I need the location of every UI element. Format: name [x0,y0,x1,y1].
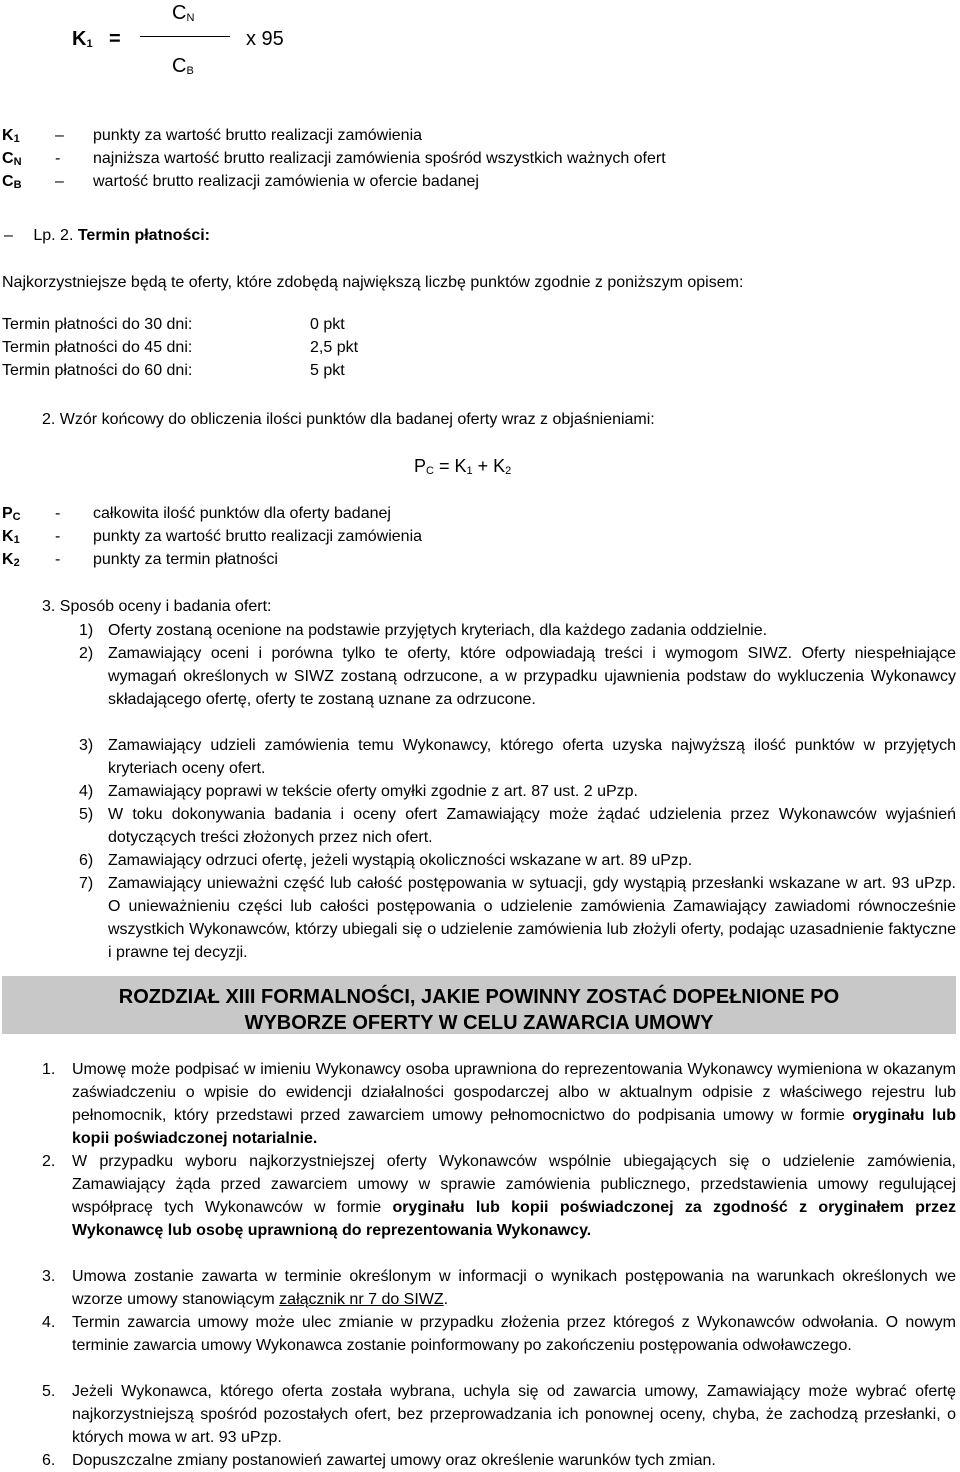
chapter-item [42,1449,956,1472]
item-number: 7) [79,875,94,892]
chapter-item [42,1380,956,1449]
item-number: 3. [42,1268,56,1285]
attachment-reference: załącznik nr 7 do SIWZ [279,1291,444,1308]
formula-lhs: $K_1$ [72,28,93,50]
definition-dash: - [55,551,61,568]
definition-text: wartość brutto realizacji zamówienia w ofercie badanej [93,173,479,190]
item-number: 2) [79,645,94,662]
chapter-item [42,1311,956,1357]
definition-row [0,125,960,147]
criterion-number: Lp. 2. [33,227,78,244]
payment-term-label: Termin płatności do 30 dni: [2,316,193,333]
item-text: W przypadku wyboru najkorzystniejszej oferty Wykonawców wspólnie ubiegających się o udzielenie zamówienia, Zamawiający żąda przed zawarciem umowy w sprawie zamówienia publicznego, przedstawienia umowy regulującej współpracę tych Wykonawców w formie [72,1153,956,1216]
definition-dash: - [55,505,61,522]
item-text: Dopuszczalne zmiany postanowień zawartej umowy oraz określenie warunków tych zmian. [72,1452,716,1469]
payment-term-points: 5 pkt [310,362,345,379]
item-number: 5) [79,806,94,823]
definition-dash: – [55,127,64,144]
definition-dash: - [55,528,61,545]
item-text: Zamawiający oceni i porówna tylko te oferty, które odpowiadają treści i wymogom SIWZ. Oferty niespełniające wymagań określonych w SIWZ zostaną odrzucone, a w przypadku ujawnienia podstaw do wykluczenia Wykonawcy składającego ofertę, oferty te zostaną uznane za odrzucone. [108,645,956,708]
formula-numerator: $C_N$ [172,2,195,24]
payment-term-label: Termin płatności do 45 dni: [2,339,193,356]
chapter-title-line2: WYBORZE OFERTY W CELU ZAWARCIA UMOWY [244,1012,714,1034]
final-formula-heading: 2. Wzór końcowy do obliczenia ilości punktów dla badanej oferty wraz z objaśnieniami: [42,411,655,428]
payment-term-points: 2,5 pkt [310,339,359,356]
item-number: 6. [42,1452,56,1469]
bullet-dash: – [4,227,13,244]
definition-symbol: $C_B$ [2,173,22,191]
definition-symbol: $K_1$ [2,528,20,546]
item-number: 4. [42,1314,56,1331]
evaluation-item [79,872,956,964]
item-number: 4) [79,783,94,800]
final-formula: $P_C = K_1 + K_2$ [414,456,512,477]
item-number: 1) [79,622,94,639]
definition-row [0,171,960,193]
definition-symbol: $C_N$ [2,150,22,168]
definition-dash: – [55,173,64,190]
item-text: W toku dokonywania badania i oceny ofert Zamawiający może żądać udzielenia przez Wykonawców wyjaśnień dotyczących treści złożonych przez nich ofert. [108,806,956,846]
evaluation-item [79,849,956,872]
item-number: 1. [42,1061,56,1078]
item-text: Oferty zostaną ocenione na podstawie przyjętych kryteriach, dla każdego zadania oddzielnie. [108,622,768,639]
evaluation-heading: 3. Sposób oceny i badania ofert: [42,598,272,615]
item-text-bold: oryginału lub kopii poświadczonej notarialnie. [72,1107,956,1147]
definition-symbol: $K_2$ [2,551,20,569]
definition-text: punkty za wartość brutto realizacji zamówienia [93,127,423,144]
fraction-line [140,36,230,37]
evaluation-item [79,734,956,780]
chapter-item [42,1265,956,1311]
criterion-heading [4,225,210,247]
definition-symbol: $P_C$ [2,505,21,523]
definition-row [0,549,960,571]
item-text-tail: . [443,1291,449,1308]
item-text: Zamawiający unieważni część lub całość postępowania w sytuacji, gdy wystąpią przesłanki wskazane w art. 93 uPzp. O unieważnieniu części lub całości postępowania o udzielenie zamówienia Zamawiający zawiadomi równocześnie wszystkich Wykonawców, którzy ubiegali się o udzielenie zamówienia lub złożyli oferty, podając uzasadnienie faktyczne i prawne tej decyzji. [108,875,956,961]
item-number: 2. [42,1153,56,1170]
formula-multiplier: x 95 [246,28,284,50]
item-text: Zamawiający udzieli zamówienia temu Wykonawcy, którego oferta uzyska najwyższą ilość punktów w przyjętych kryteriach oceny ofert. [108,737,956,777]
item-text: Umowę może podpisać w imieniu Wykonawcy osoba uprawniona do reprezentowania Wykonawcy wymieniona w okazanym zaświadczeniu o wpisie do ewidencji działalności gospodarczej albo w aktualnym odpisie z właściwego rejestru lub pełnomocnik, który przedstawi przed zawarciem umowy pełnomocnictwo do podpisania umowy w formie [72,1061,956,1124]
definition-dash: - [55,150,61,167]
evaluation-item [79,642,956,711]
evaluation-item [79,619,956,642]
item-number: 3) [79,737,94,754]
criterion-intro: Najkorzystniejsze będą te oferty, które zdobędą największą liczbę punktów zgodnie z poniższym opisem: [2,274,744,291]
formula-denominator: $C_B$ [172,55,194,77]
definition-row [0,526,960,548]
payment-term-label: Termin płatności do 60 dni: [2,362,193,379]
item-number: 6) [79,852,94,869]
evaluation-item [79,803,956,849]
definition-text: punkty za wartość brutto realizacji zamówienia [93,528,423,545]
item-text: Termin zawarcia umowy może ulec zmianie w przypadku złożenia przez któregoś z Wykonawców odwołania. O nowym terminie zawarcia umowy Wykonawca zostanie poinformowany po zakończeniu postępowania odwoławczego. [72,1314,956,1354]
item-text: Umowa zostanie zawarta w terminie określonym w informacji o wynikach postępowania na warunkach określonych we wzorze umowy stanowiącym [72,1268,956,1308]
item-text-bold: oryginału lub kopii poświadczonej za zgodność z oryginałem przez Wykonawcę lub osobę uprawnioną do reprezentowania Wykonawcy. [72,1199,957,1239]
evaluation-item [79,780,956,803]
formula-equals: = [109,28,121,50]
definition-symbol: $K_1$ [2,127,20,145]
definition-text: punkty za termin płatności [93,551,278,568]
payment-term-points: 0 pkt [310,316,345,333]
chapter-title-line1: ROZDZIAŁ XIII FORMALNOŚCI, JAKIE POWINNY ZOSTAĆ DOPEŁNIONE PO [118,986,840,1008]
chapter-banner [2,976,956,1034]
definition-row [0,503,960,525]
item-text: Jeżeli Wykonawca, którego oferta została wybrana, uchyla się od zawarcia umowy, Zamawiający może wybrać ofertę najkorzystniejszą spośród pozostałych ofert, bez przeprowadzania ich ponownej oceny, chyba, że zachodzą przesłanki, o których mowa w art. 93 uPzp. [72,1383,956,1446]
item-text: Zamawiający odrzuci ofertę, jeżeli wystąpią okoliczności wskazane w art. 89 uPzp. [108,852,693,869]
definition-text: najniższa wartość brutto realizacji zamówienia spośród wszystkich ważnych ofert [93,150,666,167]
item-text: Zamawiający poprawi w tekście oferty omyłki zgodnie z art. 87 ust. 2 uPzp. [108,783,638,800]
criterion-title: Termin płatności: [77,227,211,244]
definition-row [0,148,960,170]
chapter-item [42,1058,956,1150]
definition-text: całkowita ilość punktów dla oferty badanej [93,505,391,522]
chapter-item [42,1150,957,1242]
item-number: 5. [42,1383,56,1400]
